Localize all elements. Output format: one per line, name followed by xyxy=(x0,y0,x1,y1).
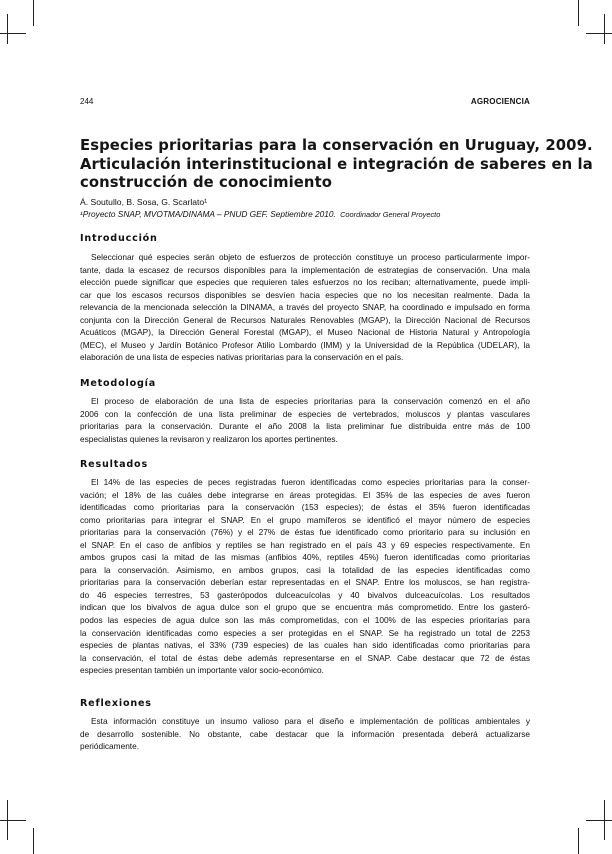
text-line: de desarrollo sostenible. No obstante, cabe destacar que la información presentada deberá actualizarse xyxy=(80,728,530,739)
text-line: ambos grupos casi la mitad de las mismas (anfibios 40%, reptiles 45%) fueron identificadas como prioritarias xyxy=(80,552,530,563)
section-body-metodologia xyxy=(80,395,530,445)
crop-mark xyxy=(604,14,605,44)
text-line: El proceso de elaboración de una lista de especies prioritarias para la conservación comenzó en el año xyxy=(91,396,530,406)
crop-mark xyxy=(7,800,8,840)
text-line: la conservación, el total de éstas debe además representarse en el SNAP. Cabe destacar que 72 de éstas xyxy=(80,652,530,663)
text-line: especialistas quienes la revisaron y realizaron los aportes pertinentes. xyxy=(80,433,338,444)
page-number: 244 xyxy=(80,97,94,106)
section-body-introduccion xyxy=(80,251,530,364)
text-line: elaboración de una lista de especies nativas prioritarias para la conservación en el país. xyxy=(80,352,404,363)
running-header xyxy=(80,97,530,109)
text-line: relevancia de la mencionada selección la DINAMA, a través del proyecto SNAP, ha coordinado e impulsado en forma xyxy=(80,302,530,313)
text-line: Esta información constituye un insumo valioso para el diseño e implementación de políticas ambientales y xyxy=(91,716,530,726)
section-heading-reflexiones: Reflexiones xyxy=(80,698,152,709)
text-line: especies presentan también un importante valor socio-económico. xyxy=(80,665,324,676)
text-line: do 46 especies terrestres, 53 gasterópodos dulceacuícolas y 40 bivalvos dulceacuícolas. Los resultados xyxy=(80,589,530,600)
crop-mark xyxy=(604,800,605,840)
section-body-reflexiones xyxy=(80,715,530,753)
text-line: Acuáticos (MGAP), la Dirección General Forestal (MGAP), el Museo Nacional de Historia Natural y Antropología xyxy=(80,327,530,338)
text-line: para la conservación. Asimismo, en ambos grupos, casi la totalidad de las especies identificadas como xyxy=(80,564,530,575)
crop-mark xyxy=(0,820,26,821)
affiliation-text: ¹Proyecto SNAP, MVOTMA/DINAMA – PNUD GEF. Septiembre 2010. xyxy=(80,209,336,219)
affiliation xyxy=(80,209,440,219)
text-line: car que los escasos recursos disponibles se desvíen hacia especies que no los necesitan realmente. Dada la xyxy=(80,289,530,300)
section-body-resultados xyxy=(80,476,530,677)
text-line: 2006 con la confección de una lista preliminar de especies de vertebrados, moluscos y plantas vasculares xyxy=(80,408,530,419)
text-line: prioritarias para la conservación (76%) y el 27% de éstas fue identificado como prioritario para su inclusión en xyxy=(80,527,530,538)
crop-mark xyxy=(7,14,8,44)
text-line: vación; el 18% de las cuáles debe integrarse en áreas protegidas. El 35% de las especies de aves fueron xyxy=(80,489,530,500)
affiliation-role: Coordinador General Proyecto xyxy=(340,210,441,219)
text-line: Seleccionar qué especies serán objeto de esfuerzos de protección constituye un proceso particularmente impor- xyxy=(91,252,530,262)
title-line: construcción de conocimiento xyxy=(80,174,333,191)
crop-mark xyxy=(0,33,26,34)
text-line: conjunta con la Dirección General de Recursos Naturales Renovables (MGAP), la Dirección Nacional de Recursos xyxy=(80,314,530,325)
crop-mark xyxy=(578,0,579,26)
journal-name: AGROCIENCIA xyxy=(470,97,530,106)
text-line: el SNAP. En el caso de anfibios y reptiles se han registrado en el país 43 y 69 especies respectivamente. En xyxy=(80,539,530,550)
title-line: Articulación interinstitucional e integración de saberes en la xyxy=(80,155,593,173)
text-line: indican que los bivalvos de agua dulce son el grupo que se encuentra más comprometido. Entre los gasteró- xyxy=(80,602,530,613)
text-line: como prioritarias para integrar el SNAP. En el grupo mamíferos se identificó el mayor número de especies xyxy=(80,514,530,525)
text-line: podos las especies de agua dulce son las más comprometidas, con el 100% de las especies prioritarias para xyxy=(80,615,530,626)
crop-mark xyxy=(578,828,579,854)
title-line: Especies prioritarias para la conservación en Uruguay, 2009. xyxy=(80,137,593,154)
text-line: especies de plantas nativas, el 33% (739 especies) de las cuales han sido identificadas como prioritarias para xyxy=(80,640,530,651)
crop-mark xyxy=(586,820,612,821)
crop-mark xyxy=(33,828,34,854)
text-line: prioritarias para la conservación. Durante el año 2008 la lista preliminar fue distribuida entre más de 100 xyxy=(80,421,530,432)
text-line: periódicamente. xyxy=(80,741,140,752)
crop-mark xyxy=(586,33,612,34)
article-title xyxy=(80,137,593,193)
text-line: (MEC), el Museo y Jardín Botánico Profesor Atilio Lombardo (IMM) y la Universidad de la República (UDELAR), la xyxy=(80,339,530,350)
text-line: prioritarias para la conservación deberían estar representadas en el SNAP. Entre los moluscos, se han registra- xyxy=(80,577,530,588)
section-heading-resultados: Resultados xyxy=(80,459,148,470)
crop-mark xyxy=(33,0,34,26)
text-line: elección puede significar que especies que requieren tales esfuerzos no los reciban; alternativamente, puede impli- xyxy=(80,277,530,288)
text-line: identificadas como prioritarias para la conservación (153 especies); de éstas el 35% fueron identificadas xyxy=(80,502,530,513)
text-line: tante, dada la escasez de recursos disponibles para la implementación de estrategias de conservación. Una mala xyxy=(80,264,530,275)
section-heading-introduccion: Introducción xyxy=(80,233,158,244)
text-line: El 14% de las especies de peces registradas fueron identificadas como especies prioritarias para la conser- xyxy=(91,477,530,487)
section-heading-metodologia: Metodología xyxy=(80,378,156,389)
authors: Á. Soutullo, B. Sosa, G. Scarlato¹ xyxy=(80,197,208,207)
text-line: la conservación identificadas como especies a ser protegidas en el SNAP. Se ha registrado un total de 2253 xyxy=(80,627,530,638)
